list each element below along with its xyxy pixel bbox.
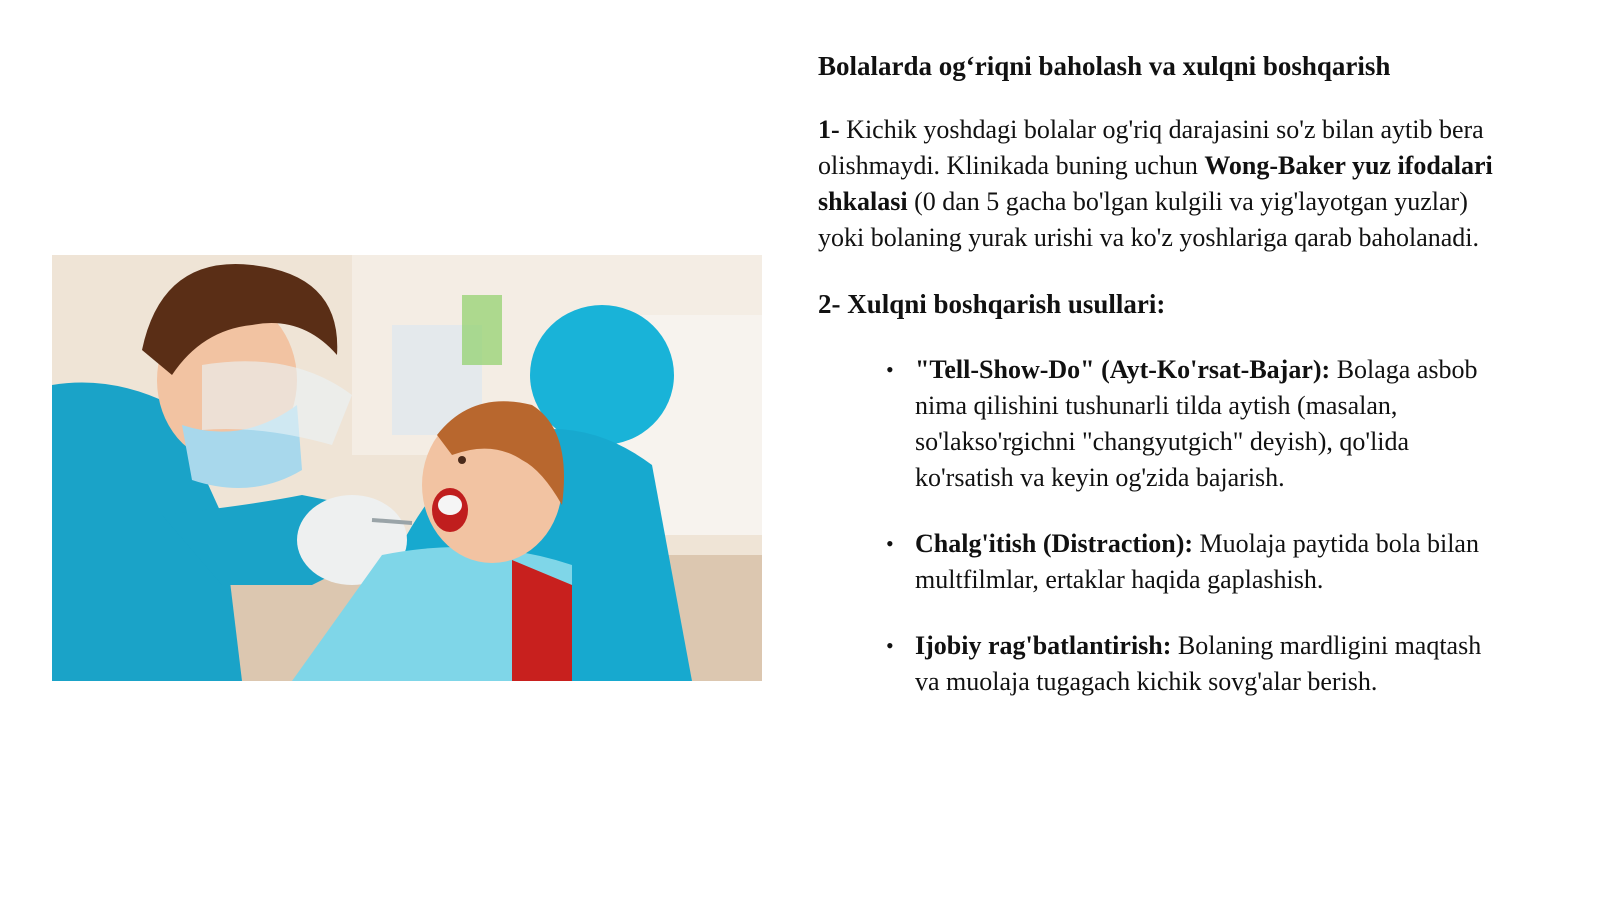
list-item bbox=[886, 628, 1495, 700]
paragraph-number: 1- bbox=[818, 115, 840, 144]
bullet-text: Bolaga asbob nima qilishini tushunarli tilda aytish (masalan, so'lakso'rgichni "changyutgich" deyish), qo'lida ko'rsatish va keyin og'zida bajarish. bbox=[915, 355, 1478, 492]
bullet-bold: Ijobiy rag'batlantirish: bbox=[915, 631, 1172, 660]
paragraph-text-a: Kichik yoshdagi bolalar og'riq darajasini so'z bilan aytib bera olishmaydi. Klinikada buning uchun bbox=[818, 115, 1484, 180]
paragraph-bold-scale: Wong-Baker yuz ifodalari shkalasi bbox=[818, 151, 1493, 216]
photo-illustration bbox=[52, 255, 762, 681]
bullet-icon: • bbox=[886, 531, 894, 556]
list-item bbox=[886, 526, 1495, 598]
bullet-bold: Chalg'itish (Distraction): bbox=[915, 529, 1194, 558]
paragraph-text-b: (0 dan 5 gacha bo'lgan kulgili va yig'layotgan yuzlar) yoki bolaning yurak urishi va ko'z yoshlariga qarab baholanadi. bbox=[818, 187, 1480, 252]
section-heading: 2- Xulqni boshqarish usullari: bbox=[818, 289, 1166, 319]
bullet-list bbox=[818, 352, 1500, 700]
bullet-icon: • bbox=[886, 633, 894, 658]
slide-text bbox=[818, 48, 1500, 730]
bullet-text: Muolaja paytida bola bilan multfilmlar, ertaklar haqida gaplashish. bbox=[915, 529, 1479, 594]
bullet-bold: "Tell-Show-Do" (Ayt-Ko'rsat-Bajar): bbox=[915, 355, 1331, 384]
bullet-icon: • bbox=[886, 357, 894, 382]
list-item bbox=[886, 352, 1495, 496]
slide-title: Bolalarda og‘riqni baholash va xulqni boshqarish bbox=[818, 51, 1391, 81]
paragraph-pain-assessment bbox=[818, 112, 1500, 256]
dental-exam-photo bbox=[52, 255, 762, 681]
bullet-text: Bolaning mardligini maqtash va muolaja tugagach kichik sovg'alar berish. bbox=[915, 631, 1482, 696]
